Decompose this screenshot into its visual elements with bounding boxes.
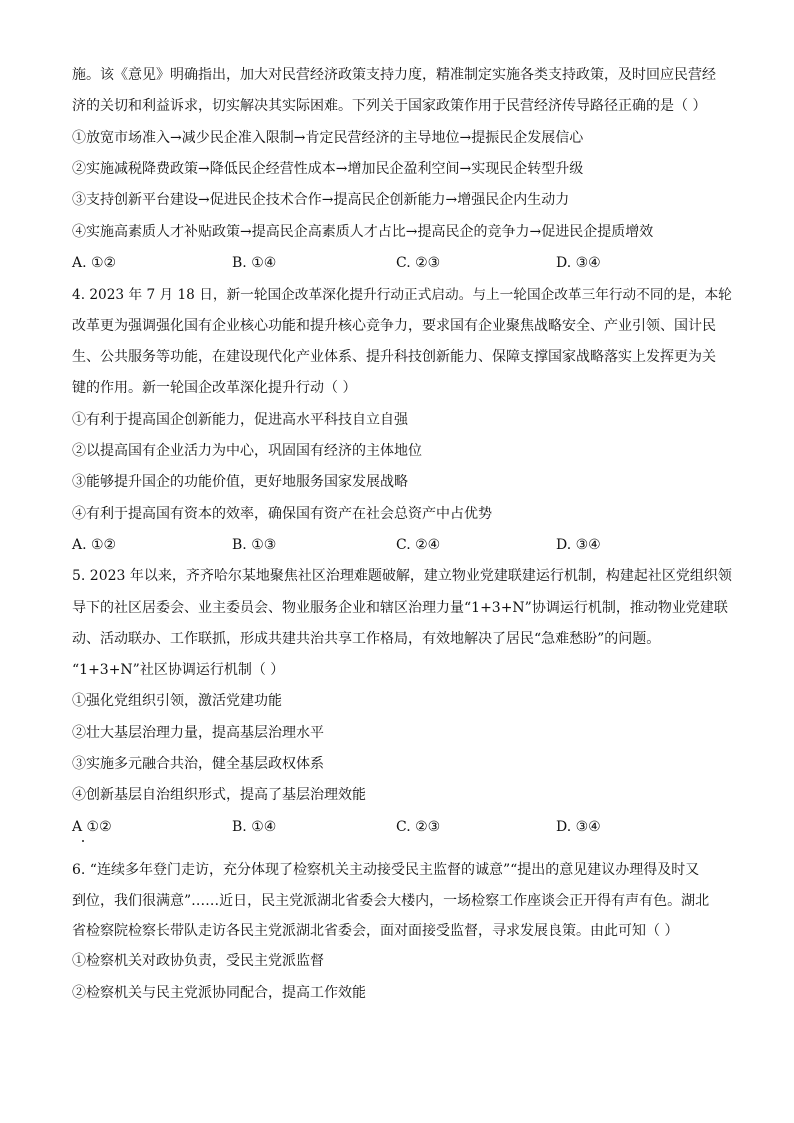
q3-item: ④实施高素质人才补贴政策→提高民企高素质人才占比→提高民企的竞争力→促进民企提质增效 (72, 224, 654, 240)
q5-item: ④创新基层自治组织形式，提高了基层治理效能 (72, 787, 366, 803)
q4-option-a: A. ①② (72, 537, 117, 553)
q5-item: ③实施多元融合共治，健全基层政权体系 (72, 756, 324, 772)
q6-item: ②检察机关与民主党派协同配合，提高工作效能 (72, 985, 366, 1001)
q5-option-b: B. ①④ (232, 819, 277, 835)
q3-item: ①放宽市场准入→减少民企准入限制→肯定民营经济的主导地位→提振民企发展信心 (72, 130, 584, 146)
q3-option-d: D. ③④ (556, 255, 601, 271)
q3-item: ③支持创新平台建设→促进民企技术合作→提高民企创新能力→增强民企内生动力 (72, 192, 570, 208)
q4-item: ①有利于提高国企创新能力，促进高水平科技自立自强 (72, 412, 408, 428)
q4-item: ③能够提升国企的功能价值，更好地服务国家发展战略 (72, 474, 408, 490)
q4-option-b: B. ①③ (232, 537, 277, 553)
q3-line: 济的关切和利益诉求，切实解决其实际困难。下列关于国家政策作用于民营经济传导路径正确的是（ ） (72, 98, 707, 114)
q5-option-a: A ①② (72, 819, 112, 835)
q5-stem-line: “1+3+N”社区协调运行机制（ ） (72, 662, 285, 678)
q3-item: ②实施减税降费政策→降低民企经营性成本→增加民企盈利空间→实现民企转型升级 (72, 161, 584, 177)
q3-option-c: C. ②③ (396, 255, 441, 271)
q6-stem-line: 到位，我们很满意”……近日，民主党派湖北省委会大楼内，一场检察工作座谈会正开得有声有色。湖北 (72, 893, 710, 909)
q3-option-a: A. ①② (72, 255, 117, 271)
q3-line: 施。该《意见》明确指出，加大对民营经济政策支持力度，精准制定实施各类支持政策，及时回应民营经 (72, 67, 716, 83)
q4-stem-line: 生、公共服务等功能，在建设现代化产业体系、提升科技创新能力、保障支撑国家战略落实上发挥更为关 (72, 349, 716, 365)
q4-stem-line: 键的作用。新一轮国企改革深化提升行动（ ） (72, 380, 357, 396)
q6-stem-line: 6. “连续多年登门走访，充分体现了检察机关主动接受民主监督的诚意”“提出的意见建议办理得及时又 (72, 862, 700, 878)
q3-option-b: B. ①④ (232, 255, 277, 271)
q6-stem-line: 省检察院检察长带队走访各民主党派湖北省委会，面对面接受监督，寻求发展良策。由此可知（ ） (72, 923, 679, 939)
q4-option-c: C. ②④ (396, 537, 441, 553)
q5-stem-line: 导下的社区居委会、业主委员会、物业服务企业和辖区治理力量“1+3+N”协调运行机制，推动物业党建联 (72, 600, 728, 616)
q4-stem-line: 改革更为强调强化国有企业核心功能和提升核心竞争力，要求国有企业聚焦战略安全、产业引领、国计民 (72, 318, 716, 334)
q5-stem-line: 5. 2023 年以来，齐齐哈尔某地聚焦社区治理难题破解，建立物业党建联建运行机制，构建起社区党组织领 (72, 568, 732, 584)
q4-option-d: D. ③④ (556, 537, 601, 553)
q5-item: ①强化党组织引领，激活党建功能 (72, 693, 282, 709)
q5-stem-line: 动、活动联办、工作联抓，形成共建共治共享工作格局，有效地解决了居民“急难愁盼”的问题。 (72, 631, 661, 647)
q5-item: ②壮大基层治理力量，提高基层治理水平 (72, 725, 324, 741)
stray-dot (82, 840, 84, 842)
q4-stem-line: 4. 2023 年 7 月 18 日，新一轮国企改革深化提升行动正式启动。与上一轮国企改革三年行动不同的是，本轮 (72, 287, 732, 303)
q5-option-d: D. ③④ (556, 819, 601, 835)
q4-item: ④有利于提高国有资本的效率，确保国有资产在社会总资产中占优势 (72, 506, 492, 522)
q4-item: ②以提高国有企业活力为中心，巩固国有经济的主体地位 (72, 443, 422, 459)
q5-option-c: C. ②③ (396, 819, 441, 835)
q6-item: ①检察机关对政协负责，受民主党派监督 (72, 953, 324, 969)
